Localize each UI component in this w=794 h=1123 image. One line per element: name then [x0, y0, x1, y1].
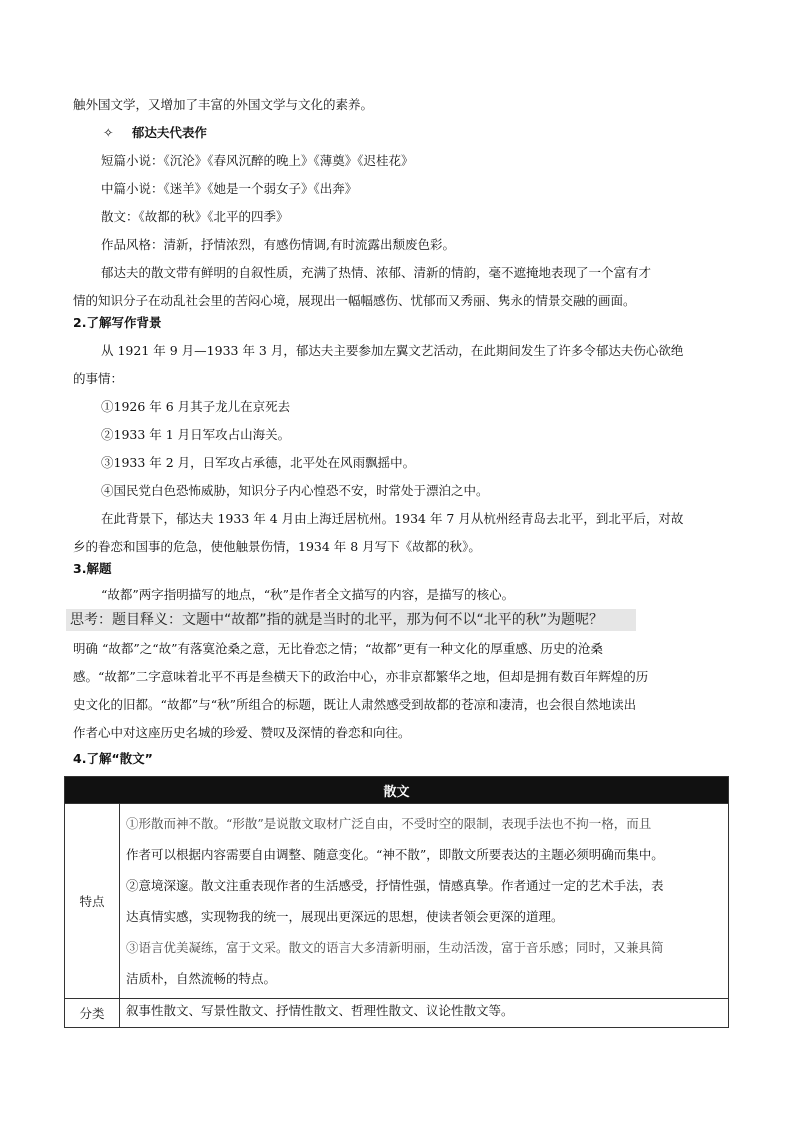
- background-para-line3: 在此背景下，郁达夫 1933 年 4 月由上海迁居杭州。1934 年 7 月从杭州经青岛去北平，到北平后，对故: [101, 511, 684, 526]
- features-cell: [120, 804, 729, 999]
- short-stories: 短篇小说：《沉沦》《春风沉醉的晚上》《薄奠》《迟桂花》: [101, 153, 414, 168]
- works-para-line1: 郁达夫的散文带有鲜明的自叙性质，充满了热情、浓郁、清新的情韵，毫不遮掩地表现了一个富有才: [101, 265, 652, 280]
- event-item: ①1926 年 6 月其子龙儿在京死去: [101, 399, 291, 414]
- sanwen-table-title: 散文: [65, 777, 729, 804]
- style: 作品风格：清新，抒情浓烈，有感伤情调,有时流露出颓废色彩。: [101, 237, 455, 252]
- feature-line: 作者可以根据内容需要自由调整、随意变化。“神不散”，即散文所要表达的主题必须明确而集中。: [126, 847, 664, 862]
- works-title: 郁达夫代表作: [131, 125, 207, 140]
- background-heading: 2.了解写作背景: [73, 315, 162, 330]
- features-label: 特点: [65, 804, 120, 999]
- background-para-line2: 的事情：: [73, 371, 124, 386]
- feature-line: ②意境深邃。散文注重表现作者的生活感受，抒情性强，情感真挚。作者通过一定的艺术手法，表: [126, 878, 664, 893]
- feature-line: 洁质朴，自然流畅的特点。: [126, 971, 277, 986]
- background-para-line4: 乡的眷恋和国事的危急，使他触景伤情，1934 年 8 月写下《故都的秋》。: [73, 539, 481, 554]
- essays: 散文：《故都的秋》《北平的四季》: [101, 209, 289, 224]
- answer-line2: 感。“故都”二字意味着北平不再是叁横天下的政治中心，亦非京都繁华之地，但却是拥有数百年辉煌的历: [73, 669, 649, 684]
- feature-line: 达真情实感，实现物我的统一，展现出更深远的思想，使读者领会更深的道理。: [126, 909, 564, 924]
- answer-line1: 明确 “故都”之“故”有落寞沧桑之意，无比眷恋之情；“故都”更有一种文化的厚重感、历史的沧桑: [73, 641, 603, 656]
- sanwen-table: [64, 776, 729, 1028]
- diamond-bullet-icon: ✧: [103, 125, 114, 140]
- feature-line: ①形散而神不散。“形散”是说散文取材广泛自由，不受时空的限制，表现手法也不拘一格，而且: [126, 816, 652, 831]
- thinking-question: 思考：题目释义：文题中“故都”指的就是当时的北平，那为何不以“北平的秋”为题呢？: [66, 609, 636, 631]
- sanwen-heading: 4.了解“散文”: [73, 751, 153, 766]
- title-explain-heading: 3.解题: [73, 561, 112, 576]
- title-explain-para: “故都”两字指明描写的地点，“秋”是作者全文描写的内容，是描写的核心。: [101, 587, 515, 602]
- category-cell: 叙事性散文、写景性散文、抒情性散文、哲理性散文、议论性散文等。: [120, 999, 729, 1028]
- works-heading: [103, 124, 207, 142]
- background-para-line1: 从 1921 年 9 月—1933 年 3 月，郁达夫主要参加左翼文艺活动，在此期间发生了许多令郁达夫伤心欲绝: [101, 343, 684, 358]
- event-item: ③1933 年 2 月，日军攻占承德，北平处在风雨飘摇中。: [101, 455, 416, 470]
- event-item: ④国民党白色恐怖威胁，知识分子内心惶恐不安，时常处于漂泊之中。: [101, 483, 489, 498]
- novellas: 中篇小说：《迷羊》《她是一个弱女子》《出奔》: [101, 181, 358, 196]
- category-label: 分类: [65, 999, 120, 1028]
- intro-line: 触外国文学，又增加了丰富的外国文学与文化的素养。: [73, 97, 374, 112]
- works-para-line2: 情的知识分子在动乱社会里的苦闷心境，展现出一幅幅感伤、忧郁而又秀丽、隽永的情景交融的画面。: [73, 293, 636, 308]
- answer-line4: 作者心中对这座历史名城的珍爱、赞叹及深情的眷恋和向往。: [73, 725, 411, 740]
- event-item: ②1933 年 1 月日军攻占山海关。: [101, 427, 291, 442]
- feature-line: ③语言优美凝练，富于文采。散文的语言大多清新明丽，生动活泼，富于音乐感；同时，又兼具简: [126, 940, 664, 955]
- answer-line3: 史文化的旧都。“故都”与“秋”所组合的标题，既让人肃然感受到故都的苍凉和凄清，也会很自然地读出: [73, 697, 637, 712]
